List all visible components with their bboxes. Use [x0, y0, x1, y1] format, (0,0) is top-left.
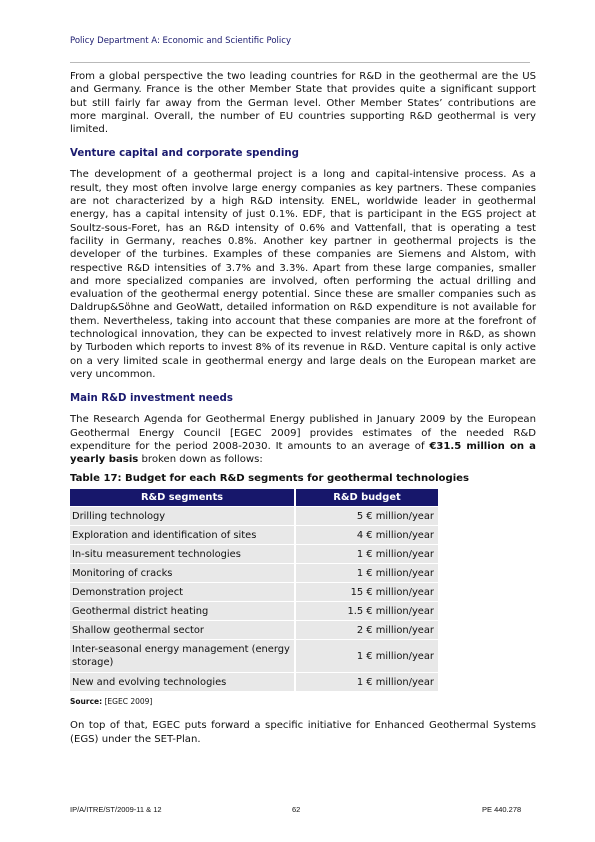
budget-cell: 1 € million/year — [296, 673, 438, 691]
budget-cell: 2 € million/year — [296, 621, 438, 639]
source-label: Source: — [70, 697, 103, 707]
table-row — [70, 621, 438, 639]
page-number: 62 — [292, 805, 301, 814]
budget-cell: 1 € million/year — [296, 640, 438, 672]
segment-cell: Inter-seasonal energy management (energy storage) — [70, 640, 296, 672]
segment-cell: Exploration and identification of sites — [70, 526, 296, 544]
segment-cell: Monitoring of cracks — [70, 564, 296, 582]
table-source — [70, 697, 536, 706]
column-header-segments: R&D segments — [70, 489, 296, 506]
footer-document-number: PE 440.278 — [482, 805, 522, 814]
budget-cell: 15 € million/year — [296, 583, 438, 601]
table-row — [70, 602, 438, 620]
page-content — [70, 70, 536, 746]
paragraph-egs-initiative: On top of that, EGEC puts forward a specific initiative for Enhanced Geothermal Systems (EGS) under the SET-Plan. — [70, 720, 536, 745]
budget-cell: 1 € million/year — [296, 545, 438, 563]
source-text: [EGEC 2009] — [102, 697, 153, 707]
budget-cell: 4 € million/year — [296, 526, 438, 544]
table-row — [70, 526, 438, 544]
research-agenda-amount: €31.5 million on a yearly basis — [70, 440, 536, 466]
research-agenda-text: The Research Agenda for Geothermal Energy published in January 2009 by the European Geothermal Energy Council [EGEC 2009] provides estimates of the needed R&D expenditure for the period 2008-2030. It amounts to an average of — [70, 414, 536, 452]
segment-cell: Demonstration project — [70, 583, 296, 601]
budget-table — [70, 488, 438, 692]
table-caption: Table 17: Budget for each R&D segments for geothermal technologies — [70, 473, 470, 485]
table-row — [70, 545, 438, 563]
heading-investment-needs: Main R&D investment needs — [70, 393, 233, 405]
heading-venture-capital: Venture capital and corporate spending — [70, 148, 299, 160]
budget-cell: 1 € million/year — [296, 564, 438, 582]
budget-cell: 5 € million/year — [296, 507, 438, 525]
segment-cell: New and evolving technologies — [70, 673, 296, 691]
paragraph-venture-capital: The development of a geothermal project is a long and capital-intensive process. As a result, they most often involve large energy companies as key partners. These companies are not characterized by a high R&D intensity. ENEL, worldwide leader in geothermal energy, has a capital intensity of just 0.1%. EDF, that is participant in the EGS project at Soultz-sous-Foret, has an R&D intensity of 0.6% and Vattenfall, that is operating a test facility in Germany, reaches 0.8%. Another key partner in geothermal projects is the developer of the turbines. Examples of these companies are Siemens and Alstom, with respective R&D intensities of 3.7% and 3.3%. Apart from these large companies, smaller and more specialized companies are involved, often performing the actual drilling and evaluation of the geothermal energy potential. Since these are smaller companies such as Daldrup&Söhne and GeoWatt, detailed information on R&D expenditure is not available for them. Nevertheless, taking into account that these companies are more at the forefront of technological innovation, they can be expected to invest relatively more in R&D, as shown by Turboden which reports to invest 8% of its revenue in R&D. Venture capital is only active on a very limited scale in geothermal energy and large deals on the European market are very uncommon. — [70, 169, 536, 380]
segment-cell: Drilling technology — [70, 507, 296, 525]
table-row — [70, 640, 438, 672]
table-row — [70, 583, 438, 601]
column-header-budget: R&D budget — [296, 489, 438, 506]
paragraph-global-perspective: From a global perspective the two leading countries for R&D in the geothermal are the US and Germany. France is the other Member State that provides quite a significant support but still fairly far away from the German level. Other Member States’ contributions are more marginal. Overall, the number of EU countries supporting R&D geothermal is very limited. — [70, 71, 536, 136]
running-header: Policy Department A: Economic and Scientific Policy — [70, 36, 291, 46]
budget-cell: 1.5 € million/year — [296, 602, 438, 620]
table-row — [70, 673, 438, 691]
segment-cell: In-situ measurement technologies — [70, 545, 296, 563]
paragraph-research-agenda — [70, 413, 536, 466]
footer-reference: IP/A/ITRE/ST/2009-11 & 12 — [70, 805, 162, 814]
segment-cell: Shallow geothermal sector — [70, 621, 296, 639]
table-row — [70, 564, 438, 582]
table-header-row — [70, 489, 438, 506]
table-row — [70, 507, 438, 525]
research-agenda-text-end: broken down as follows: — [138, 454, 263, 466]
segment-cell: Geothermal district heating — [70, 602, 296, 620]
header-rule — [70, 62, 530, 63]
